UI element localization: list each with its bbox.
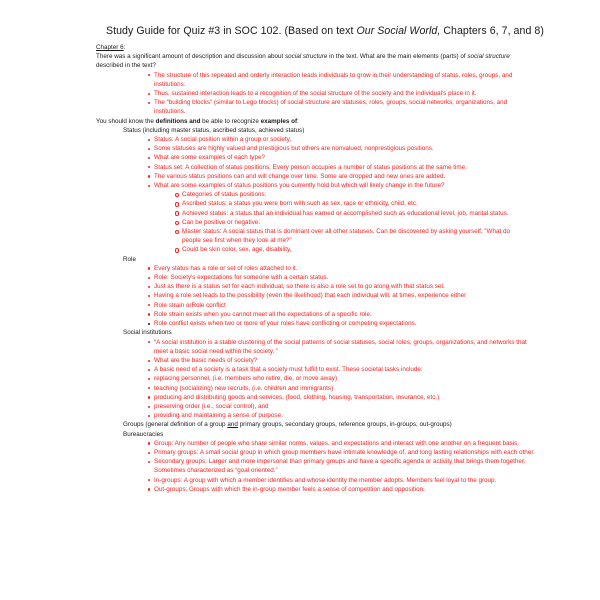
list-item: Primary groups: A small social group in which group members have intimate knowledge of, and long lasting relationships with each other. bbox=[96, 448, 539, 457]
list-item: Out-groups: Groups with which the in-group member feels a sense of competition and opposition. bbox=[96, 485, 539, 494]
list-item: A basic need of a society is a task that a society must fulfill to exist. These societal tasks include: bbox=[96, 365, 526, 374]
list-item: Secondary groups: Larger and more impersonal than primary groups and have a specific agenda or activity that brings them together. Sometimes characterized as “goal oriented.” bbox=[96, 457, 539, 475]
list-item: Group: Any number of people who share similar norms, values, and expectations and interact with one another on a frequent basis. bbox=[96, 439, 539, 448]
list-item: Could be skin color, sex, age, disability. bbox=[96, 245, 527, 254]
list-item: Having a role set leads to the possibility (even the likelihood) that each individual will, at times, experience either bbox=[96, 291, 526, 300]
list-item: Can be positive or negative. bbox=[96, 218, 527, 227]
intro-paragraph bbox=[96, 52, 516, 70]
title-text-suffix: Chapters 6, 7, and 8) bbox=[440, 25, 544, 37]
list-item: What are some examples of status positions you currently hold but which will likely change in the future? bbox=[96, 181, 526, 190]
title-text: Study Guide for Quiz #3 in SOC 102. (Based on text bbox=[106, 25, 357, 37]
institutions-heading: Social institutions bbox=[123, 329, 172, 337]
list-item: Thus, sustained interaction leads to a recognition of the social structure of the society and the individual's place in it. bbox=[96, 89, 539, 98]
list-item: Just as there is a status set for each individual, so there is also a role set to go along with that status set. bbox=[96, 282, 526, 291]
list-item: Ascribed status: a status you were born with such as sex, race or ethnicity, child, etc. bbox=[96, 199, 527, 208]
know-bold: definitions and bbox=[155, 117, 201, 125]
title-book-name: Our Social World, bbox=[356, 25, 441, 37]
list-item: Categories of status positions: bbox=[96, 190, 527, 199]
list-item: The structure of this repeated and orderly interaction leads individuals to grow in their understanding of status, roles, groups, and institutions. bbox=[96, 71, 539, 89]
know-text: : bbox=[297, 117, 299, 125]
groups-heading bbox=[96, 420, 526, 429]
list-item: Some statuses are highly valued and prestigious but others are nonvalued, nonprestigious positions. bbox=[96, 144, 526, 153]
list-item: Status: A social position within a group or society. bbox=[96, 135, 526, 144]
status-sub-bullets bbox=[96, 190, 526, 254]
list-item: Every status has a role or set of roles attached to it. bbox=[96, 264, 526, 273]
status-heading: Status (including master status, ascribed status, achieved status) bbox=[123, 126, 305, 134]
intro-italic: social structure bbox=[467, 53, 510, 61]
list-item: The “building blocks” (similar to Lego blocks) of social structure are statuses, roles, groups, social networks, organizations, and institutions. bbox=[96, 98, 539, 116]
groups-heading-text: primary groups, secondary groups, reference groups, in-groups, out-groups) bbox=[237, 421, 452, 429]
list-item: Role strain exists when you cannot meet all the expectations of a specific role. bbox=[96, 310, 526, 319]
list-item: teaching (socializing) new recruits, (i.e. children and immigrants) bbox=[96, 384, 526, 393]
intro-text: in the text. What are the main elements (parts) of bbox=[327, 53, 468, 61]
intro-bullets bbox=[96, 71, 526, 117]
role-bullets bbox=[96, 264, 526, 328]
institutions-bullets bbox=[96, 338, 526, 421]
list-item: producing and distributing goods and services, (food, clothing, housing, transportation, insurance, etc.) bbox=[96, 393, 526, 402]
role-heading: Role bbox=[123, 255, 136, 263]
list-item: Role conflict exists when two or more of your roles have conflicting or competing expectations. bbox=[96, 319, 526, 328]
groups-heading-text: Groups (general definition of a group bbox=[123, 421, 228, 429]
list-item: What are the basic needs of society? bbox=[96, 356, 526, 365]
know-bold: examples of bbox=[260, 117, 298, 125]
chapter-heading bbox=[96, 43, 526, 52]
page-title bbox=[106, 25, 544, 37]
intro-text: There was a significant amount of description and discussion about bbox=[96, 53, 286, 61]
list-item: providing and maintaining a sense of purpose. bbox=[96, 411, 526, 420]
list-item: In-groups: A group with which a member identifies and whose identity the member adopts. Members feel loyal to the group. bbox=[96, 476, 539, 485]
groups-bullets bbox=[96, 439, 535, 494]
list-item: Role: Society's expectations for someone with a certain status. bbox=[96, 273, 526, 282]
chapter-heading-colon: : bbox=[123, 44, 126, 51]
intro-text: described in the text? bbox=[96, 62, 156, 70]
list-item: replacing personnel, (i.e. members who retire, die, or move away) bbox=[96, 374, 526, 383]
know-text: be able to recognize bbox=[200, 117, 261, 125]
bureaucracies-heading: Bureaucracies bbox=[123, 430, 164, 438]
list-item: Master status: A social status that is dominant over all other statuses. Can be discovered by asking yourself, “What do people see first when they look at me?” bbox=[96, 227, 527, 245]
document-body bbox=[96, 43, 535, 494]
chapter-heading-text: Chapter 6 bbox=[96, 44, 124, 51]
groups-heading-underline: and bbox=[227, 421, 238, 429]
know-text: You should know the bbox=[96, 117, 156, 125]
list-item: What are some examples of each type? bbox=[96, 153, 526, 162]
list-item: The various status positions can and will change over time. Some are dropped and new ones are added. bbox=[96, 172, 526, 181]
status-bullets bbox=[96, 135, 526, 190]
list-item: Achieved status: a status that an individual has earned or accomplished such as educational level, job, marital status. bbox=[96, 209, 527, 218]
list-item: Role strain orRole conflict bbox=[96, 301, 526, 310]
list-item: preserving order (i.e., social control), and bbox=[96, 402, 526, 411]
list-item: Status set: A collection of status positions. Every person occupies a number of status positions at the same time. bbox=[96, 163, 526, 172]
list-item: “A social institution is a stable clustering of the social patterns of social statuses, social roles, groups, organizations, and networks that meet a basic social need within the society. ” bbox=[96, 338, 539, 356]
know-line bbox=[96, 117, 526, 126]
intro-italic: social structure bbox=[285, 53, 328, 61]
